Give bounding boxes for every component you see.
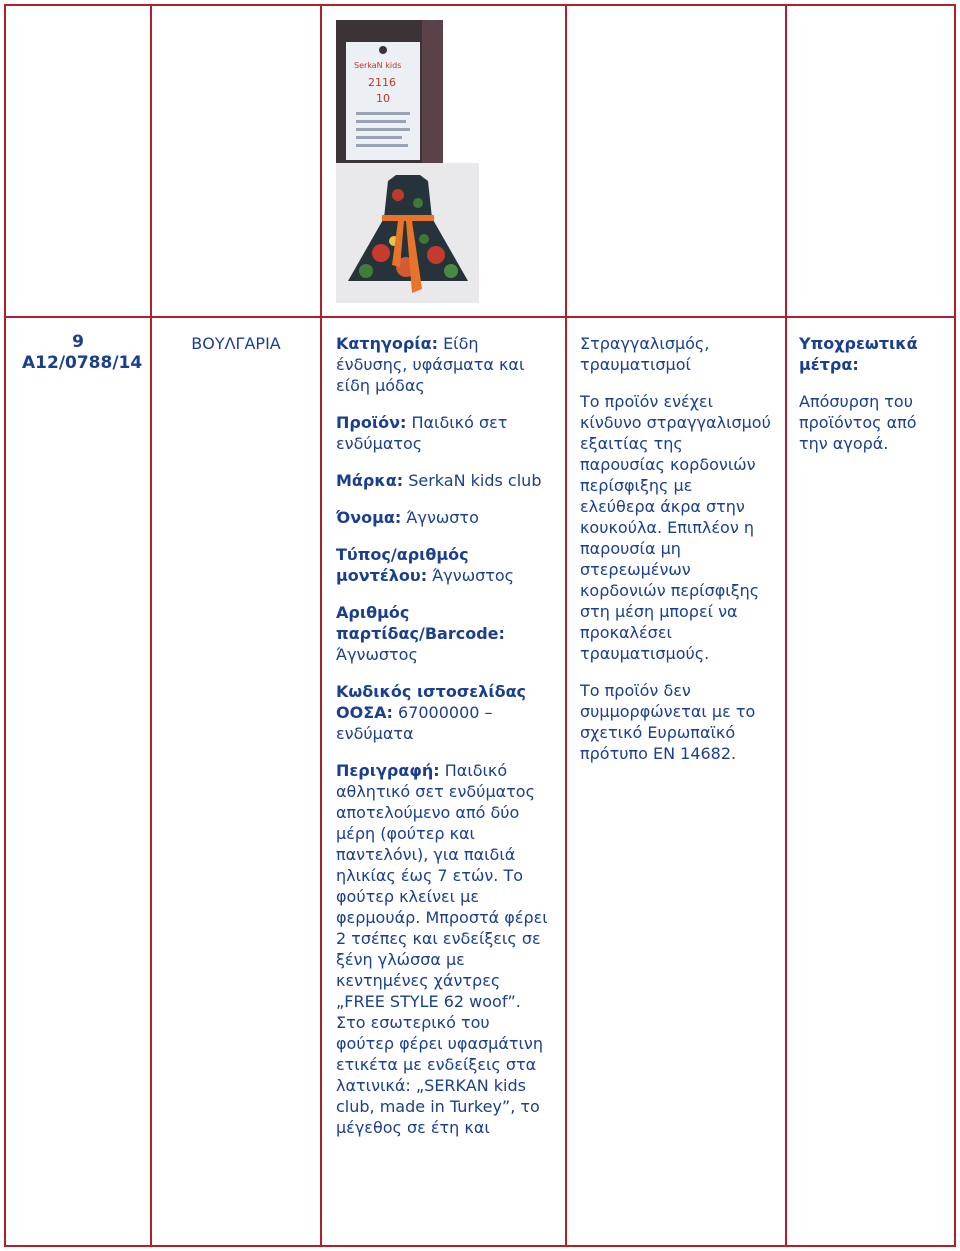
- tag-size-text: 10: [376, 92, 390, 105]
- measures-label: Υποχρεωτικά μέτρα:: [799, 334, 918, 374]
- table-column-divider: [565, 4, 567, 1247]
- detail-oecd-code: Κωδικός ιστοσελίδας ΟΟΣΑ: 67000000 – ενδύματα: [336, 682, 527, 743]
- tag-brand-text: SerkaN kids: [354, 61, 402, 70]
- row-number: 9: [72, 332, 84, 352]
- detail-description: Περιγραφή: Παιδικό αθλητικό σετ ενδύματος αποτελούμενο από δύο μέρη (φούτερ και παντελόνι), για παιδιά ηλικίας έως 7 ετών. Το φούτερ κλείνει με φερμουάρ. Μπροστά φέρει 2 τσέπες και ενδείξεις σε ξένη γλώσσα με κεντημένες χάντρες „FREE STYLE 62 woof”. Στο εσωτερικό του φούτερ φέρει υφασμάτινη ετικέτα με ενδείξεις στα λατινικά: „SERKAN kids club, made in Turkey”, το μέγεθος σε έτη και: [336, 761, 548, 1137]
- detail-brand: Μάρκα: SerkaN kids club: [336, 471, 542, 490]
- detail-product: Προϊόν: Παιδικό σετ ενδύματος: [336, 413, 508, 453]
- country-cell: [152, 333, 320, 354]
- risk-standard-note: Το προϊόν δεν συμμορφώνεται με το σχετικό Ευρωπαϊκό πρότυπο EN 14682.: [580, 681, 756, 763]
- detail-batch: Αριθμός παρτίδας/Barcode: Άγνωστος: [336, 603, 505, 664]
- row-number-cell: [6, 332, 150, 374]
- product-tag-photo: [336, 20, 443, 163]
- risk-description: Το προϊόν ενέχει κίνδυνο στραγγαλισμού εξαιτίας της παρουσίας κορδονιών περίσφιξης με ελεύθερα άκρα στην κουκούλα. Επιπλέον η παρουσία μη στερεωμένων κορδονιών περίσφιξης στη μέση μπορεί να προκαλέσει τραυματισμούς.: [580, 392, 771, 663]
- table-column-divider: [320, 4, 322, 1247]
- tag-model-text: 2116: [368, 76, 396, 89]
- table-column-divider: [785, 4, 787, 1247]
- product-garment-photo: [336, 163, 479, 303]
- detail-model: Τύπος/αριθμός μοντέλου: Άγνωστος: [336, 545, 515, 585]
- measures-text: Απόσυρση του προϊόντος από την αγορά.: [799, 392, 917, 453]
- risk-type: Στραγγαλισμός, τραυματισμοί: [580, 334, 710, 374]
- risk-cell: [580, 333, 772, 780]
- country-name: ΒΟΥΛΓΑΡΙΑ: [191, 334, 281, 353]
- table-border-left: [4, 4, 6, 1247]
- measures-cell: [799, 333, 949, 470]
- table-border-row: [4, 316, 956, 318]
- table-border-bottom: [4, 1245, 956, 1247]
- detail-category: Κατηγορία: Είδη ένδυσης, υφάσματα και είδη μόδας: [336, 334, 525, 395]
- table-border-right: [954, 4, 956, 1247]
- detail-name: Όνομα: Άγνωστο: [336, 508, 479, 527]
- table-column-divider: [150, 4, 152, 1247]
- table-border-top: [4, 4, 956, 6]
- alert-reference: A12/0788/14: [22, 353, 143, 373]
- product-details-cell: [336, 333, 552, 1154]
